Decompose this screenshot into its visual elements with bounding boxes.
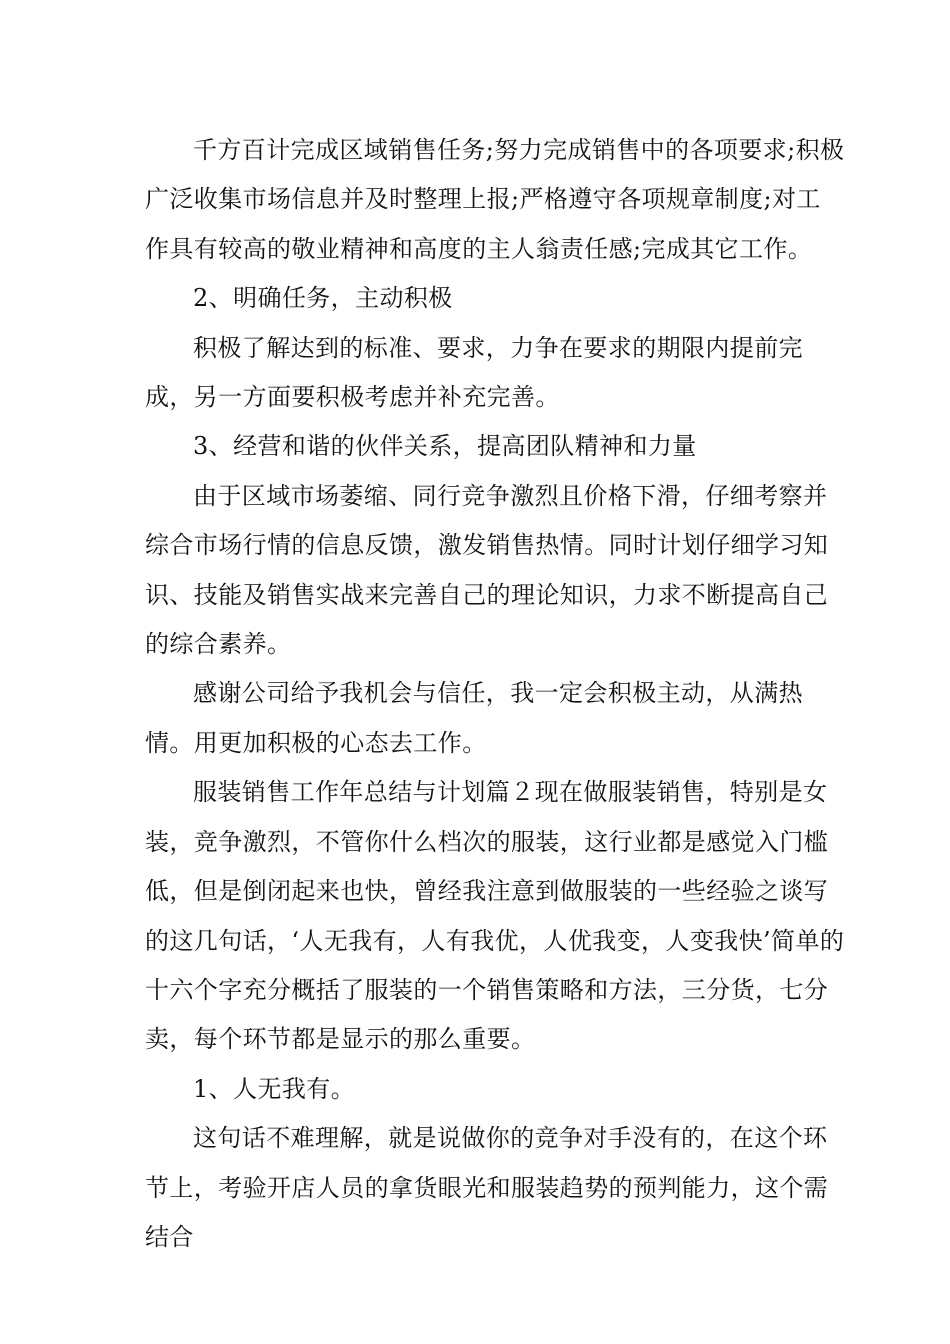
section-heading-2: 2、明确任务，主动积极 xyxy=(193,284,453,313)
section-heading-3: 3、经营和谐的伙伴关系，提高团队精神和力量 xyxy=(193,432,697,461)
document-body xyxy=(145,126,845,1262)
paragraph-explanation: 这句话不难理解，就是说做你的竞争对手没有的，在这个环节上，考验开店人员的拿货眼光和服装趋势的预判能力，这个需结合 xyxy=(145,1124,829,1251)
paragraph-clothing-sales: 服装销售工作年总结与计划篇２现在做服装销售，特别是女装，竞争激烈，不管你什么档次的服装，这行业都是感觉入门槛低，但是倒闭起来也快，曾经我注意到做服装的一些经验之谈写的这几句话，‘人无我有，人有我优，人优我变，人变我快’简单的十六个字充分概括了服装的一个销售策略和方法，三分货，七分卖，每个环节都是显示的那么重要。 xyxy=(145,778,845,1054)
paragraph-standards: 积极了解达到的标准、要求，力争在要求的期限内提前完成，另一方面要积极考虑并补充完善。 xyxy=(145,333,803,412)
section-heading-1: 1、人无我有。 xyxy=(193,1074,356,1103)
paragraph-thanks: 感谢公司给予我机会与信任，我一定会积极主动，从满热情。用更加积极的心态去工作。 xyxy=(145,679,803,757)
paragraph-market: 由于区域市场萎缩、同行竞争激烈且价格下滑，仔细考察并综合市场行情的信息反馈，激发销售热情。同时计划仔细学习知识、技能及销售实战来完善自己的理论知识，力求不断提高自己的综合素养。 xyxy=(145,481,829,659)
paragraph-duties: 千方百计完成区域销售任务;努力完成销售中的各项要求;积极广泛收集市场信息并及时整理上报;严格遵守各项规章制度;对工作具有较高的敬业精神和高度的主人翁责任感;完成其它工作。 xyxy=(145,136,845,263)
